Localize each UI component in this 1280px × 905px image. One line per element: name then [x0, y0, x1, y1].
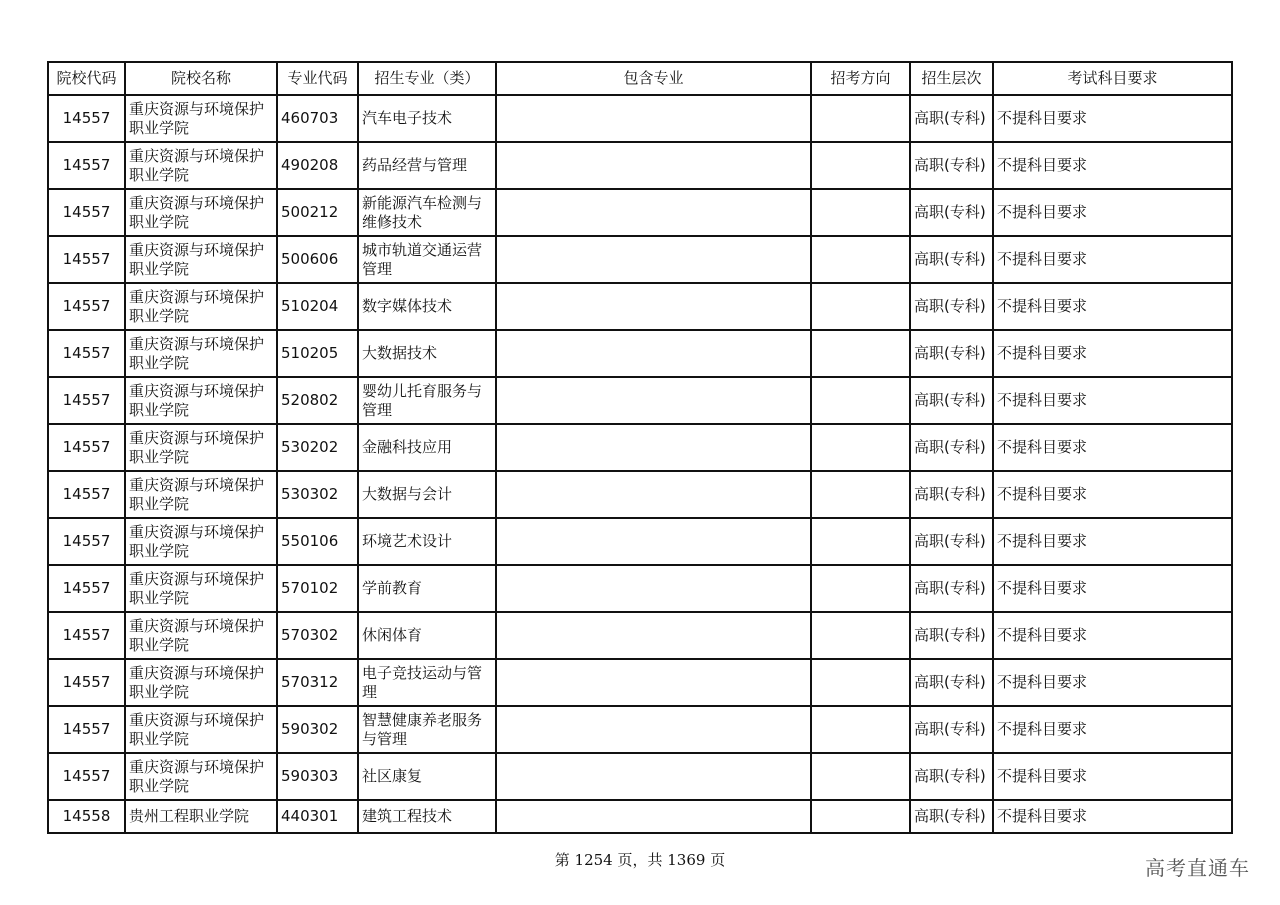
- cell-level: 高职(专科): [910, 565, 993, 612]
- cell-major-code: 530302: [277, 471, 358, 518]
- cell-school-name: 贵州工程职业学院: [125, 800, 277, 833]
- cell-requirement: 不提科目要求: [993, 706, 1232, 753]
- cell-school-name: 重庆资源与环境保护职业学院: [125, 377, 277, 424]
- cell-major-code: 590302: [277, 706, 358, 753]
- cell-level: 高职(专科): [910, 142, 993, 189]
- cell-included-majors: [496, 518, 811, 565]
- cell-school-code: 14557: [48, 706, 125, 753]
- cell-major: 数字媒体技术: [358, 283, 496, 330]
- cell-direction: [811, 471, 910, 518]
- cell-school-code: 14558: [48, 800, 125, 833]
- cell-requirement: 不提科目要求: [993, 424, 1232, 471]
- cell-direction: [811, 659, 910, 706]
- cell-major-code: 570302: [277, 612, 358, 659]
- cell-school-name: 重庆资源与环境保护职业学院: [125, 189, 277, 236]
- header-school-name: 院校名称: [125, 62, 277, 95]
- cell-direction: [811, 330, 910, 377]
- cell-level: 高职(专科): [910, 236, 993, 283]
- cell-major: 智慧健康养老服务与管理: [358, 706, 496, 753]
- cell-included-majors: [496, 800, 811, 833]
- cell-level: 高职(专科): [910, 753, 993, 800]
- table-body: [48, 95, 1232, 833]
- cell-major-code: 460703: [277, 95, 358, 142]
- header-school-code: 院校代码: [48, 62, 125, 95]
- table-row: [48, 706, 1232, 753]
- header-level: 招生层次: [910, 62, 993, 95]
- cell-major-code: 570312: [277, 659, 358, 706]
- cell-level: 高职(专科): [910, 330, 993, 377]
- cell-direction: [811, 236, 910, 283]
- cell-direction: [811, 189, 910, 236]
- table-row: [48, 612, 1232, 659]
- cell-school-name: 重庆资源与环境保护职业学院: [125, 471, 277, 518]
- cell-requirement: 不提科目要求: [993, 612, 1232, 659]
- cell-school-code: 14557: [48, 753, 125, 800]
- header-requirement: 考试科目要求: [993, 62, 1232, 95]
- table-header-row: [48, 62, 1232, 95]
- cell-school-name: 重庆资源与环境保护职业学院: [125, 283, 277, 330]
- header-included-majors: 包含专业: [496, 62, 811, 95]
- table-row: [48, 753, 1232, 800]
- cell-direction: [811, 706, 910, 753]
- cell-major-code: 510205: [277, 330, 358, 377]
- cell-major: 大数据技术: [358, 330, 496, 377]
- cell-school-code: 14557: [48, 518, 125, 565]
- cell-requirement: 不提科目要求: [993, 330, 1232, 377]
- cell-major: 环境艺术设计: [358, 518, 496, 565]
- cell-major: 社区康复: [358, 753, 496, 800]
- cell-requirement: 不提科目要求: [993, 95, 1232, 142]
- table-row: [48, 471, 1232, 518]
- cell-major-code: 510204: [277, 283, 358, 330]
- table-row: [48, 565, 1232, 612]
- cell-level: 高职(专科): [910, 612, 993, 659]
- cell-requirement: 不提科目要求: [993, 471, 1232, 518]
- cell-requirement: 不提科目要求: [993, 236, 1232, 283]
- cell-included-majors: [496, 612, 811, 659]
- cell-major: 婴幼儿托育服务与管理: [358, 377, 496, 424]
- cell-school-code: 14557: [48, 330, 125, 377]
- cell-school-name: 重庆资源与环境保护职业学院: [125, 236, 277, 283]
- table-row: [48, 95, 1232, 142]
- cell-requirement: 不提科目要求: [993, 189, 1232, 236]
- cell-direction: [811, 377, 910, 424]
- cell-school-name: 重庆资源与环境保护职业学院: [125, 142, 277, 189]
- cell-school-code: 14557: [48, 424, 125, 471]
- cell-direction: [811, 518, 910, 565]
- cell-school-code: 14557: [48, 659, 125, 706]
- cell-direction: [811, 612, 910, 659]
- cell-school-name: 重庆资源与环境保护职业学院: [125, 330, 277, 377]
- cell-major: 电子竞技运动与管理: [358, 659, 496, 706]
- cell-school-code: 14557: [48, 95, 125, 142]
- cell-school-name: 重庆资源与环境保护职业学院: [125, 424, 277, 471]
- cell-school-name: 重庆资源与环境保护职业学院: [125, 659, 277, 706]
- cell-level: 高职(专科): [910, 518, 993, 565]
- watermark: 高考直通车: [1145, 856, 1250, 880]
- cell-school-code: 14557: [48, 142, 125, 189]
- cell-direction: [811, 283, 910, 330]
- cell-direction: [811, 424, 910, 471]
- cell-requirement: 不提科目要求: [993, 377, 1232, 424]
- cell-major: 休闲体育: [358, 612, 496, 659]
- cell-major: 学前教育: [358, 565, 496, 612]
- cell-school-name: 重庆资源与环境保护职业学院: [125, 706, 277, 753]
- cell-school-name: 重庆资源与环境保护职业学院: [125, 753, 277, 800]
- cell-requirement: 不提科目要求: [993, 753, 1232, 800]
- table-row: [48, 236, 1232, 283]
- cell-requirement: 不提科目要求: [993, 283, 1232, 330]
- cell-level: 高职(专科): [910, 189, 993, 236]
- cell-included-majors: [496, 377, 811, 424]
- cell-level: 高职(专科): [910, 659, 993, 706]
- cell-included-majors: [496, 424, 811, 471]
- header-major-code: 专业代码: [277, 62, 358, 95]
- cell-included-majors: [496, 706, 811, 753]
- cell-school-name: 重庆资源与环境保护职业学院: [125, 612, 277, 659]
- table-row: [48, 142, 1232, 189]
- cell-direction: [811, 800, 910, 833]
- cell-school-code: 14557: [48, 612, 125, 659]
- cell-school-name: 重庆资源与环境保护职业学院: [125, 565, 277, 612]
- cell-major-code: 500606: [277, 236, 358, 283]
- table-row: [48, 189, 1232, 236]
- cell-direction: [811, 753, 910, 800]
- cell-major-code: 520802: [277, 377, 358, 424]
- table-row: [48, 659, 1232, 706]
- cell-major: 城市轨道交通运营管理: [358, 236, 496, 283]
- header-direction: 招考方向: [811, 62, 910, 95]
- cell-included-majors: [496, 659, 811, 706]
- cell-major: 大数据与会计: [358, 471, 496, 518]
- cell-included-majors: [496, 283, 811, 330]
- table-row: [48, 283, 1232, 330]
- cell-major-code: 570102: [277, 565, 358, 612]
- cell-major: 药品经营与管理: [358, 142, 496, 189]
- cell-requirement: 不提科目要求: [993, 800, 1232, 833]
- cell-included-majors: [496, 236, 811, 283]
- cell-included-majors: [496, 471, 811, 518]
- cell-included-majors: [496, 95, 811, 142]
- cell-included-majors: [496, 753, 811, 800]
- cell-level: 高职(专科): [910, 283, 993, 330]
- cell-requirement: 不提科目要求: [993, 518, 1232, 565]
- cell-major: 建筑工程技术: [358, 800, 496, 833]
- cell-major-code: 530202: [277, 424, 358, 471]
- table-row: [48, 377, 1232, 424]
- cell-level: 高职(专科): [910, 706, 993, 753]
- cell-school-code: 14557: [48, 565, 125, 612]
- cell-major: 金融科技应用: [358, 424, 496, 471]
- table-row: [48, 800, 1232, 833]
- cell-school-name: 重庆资源与环境保护职业学院: [125, 518, 277, 565]
- table-row: [48, 330, 1232, 377]
- cell-included-majors: [496, 189, 811, 236]
- cell-included-majors: [496, 142, 811, 189]
- header-major: 招生专业（类）: [358, 62, 496, 95]
- cell-level: 高职(专科): [910, 95, 993, 142]
- cell-level: 高职(专科): [910, 424, 993, 471]
- cell-school-code: 14557: [48, 236, 125, 283]
- cell-major-code: 440301: [277, 800, 358, 833]
- cell-school-name: 重庆资源与环境保护职业学院: [125, 95, 277, 142]
- admissions-table: [47, 61, 1233, 834]
- cell-major: 汽车电子技术: [358, 95, 496, 142]
- cell-included-majors: [496, 565, 811, 612]
- table-row: [48, 518, 1232, 565]
- cell-requirement: 不提科目要求: [993, 565, 1232, 612]
- cell-school-code: 14557: [48, 377, 125, 424]
- cell-requirement: 不提科目要求: [993, 142, 1232, 189]
- cell-school-code: 14557: [48, 283, 125, 330]
- cell-major-code: 550106: [277, 518, 358, 565]
- cell-direction: [811, 142, 910, 189]
- cell-included-majors: [496, 330, 811, 377]
- cell-direction: [811, 565, 910, 612]
- cell-level: 高职(专科): [910, 800, 993, 833]
- cell-major: 新能源汽车检测与维修技术: [358, 189, 496, 236]
- cell-major-code: 490208: [277, 142, 358, 189]
- cell-level: 高职(专科): [910, 471, 993, 518]
- table-row: [48, 424, 1232, 471]
- cell-requirement: 不提科目要求: [993, 659, 1232, 706]
- cell-major-code: 500212: [277, 189, 358, 236]
- cell-school-code: 14557: [48, 189, 125, 236]
- cell-level: 高职(专科): [910, 377, 993, 424]
- cell-direction: [811, 95, 910, 142]
- page-number: 第 1254 页，共 1369 页: [554, 851, 726, 869]
- cell-school-code: 14557: [48, 471, 125, 518]
- cell-major-code: 590303: [277, 753, 358, 800]
